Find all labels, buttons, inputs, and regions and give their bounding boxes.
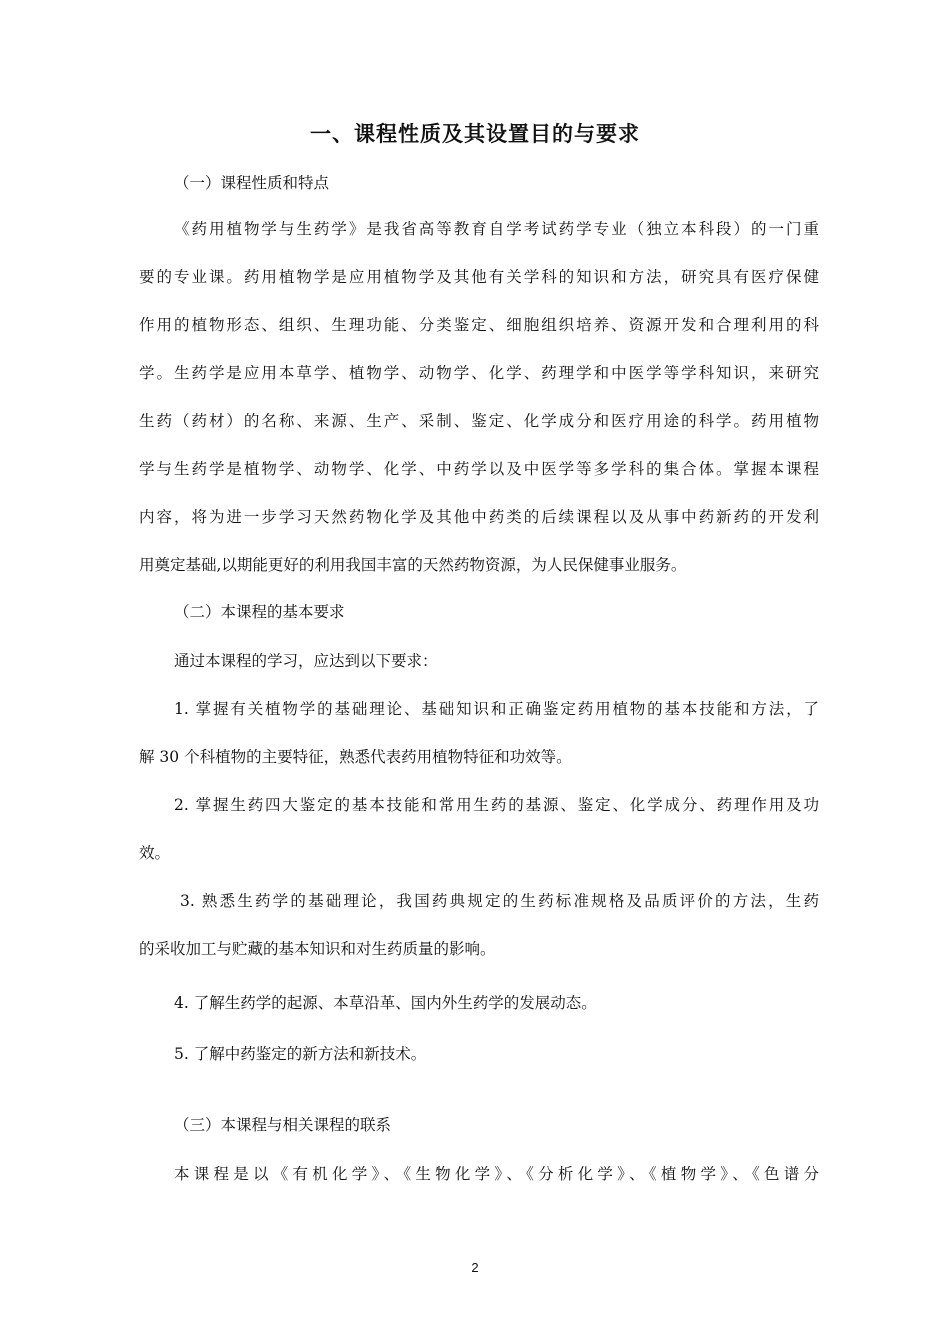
page-title: 一、课程性质及其设置目的与要求 — [310, 122, 640, 146]
paragraph-line: 学。生药学是应用本草学、植物学、动物学、化学、药理学和中医学等学科知识，来研究 — [139, 364, 819, 382]
paragraph-line: 要的专业课。药用植物学是应用植物学及其他有关学科的知识和方法，研究具有医疗保健 — [139, 268, 819, 286]
section-heading-3: （三）本课程与相关课程的联系 — [174, 1116, 392, 1134]
requirement-item-4: 4. 了解生药学的起源、本草沿革、国内外生药学的发展动态。 — [174, 994, 597, 1012]
section-heading-2: （二）本课程的基本要求 — [174, 603, 345, 621]
paragraph-line: 内容，将为进一步学习天然药物化学及其他中药类的后续课程以及从事中药新药的开发利 — [139, 508, 819, 526]
paragraph-line: 用奠定基础,以期能更好的利用我国丰富的天然药物资源，为人民保健事业服务。 — [139, 556, 687, 574]
paragraph-line: 作用的植物形态、组织、生理功能、分类鉴定、细胞组织培养、资源开发和合理利用的科 — [139, 316, 819, 334]
requirement-item-2-cont: 效。 — [139, 844, 171, 862]
paragraph-line: 本课程是以《有机化学》、《生物化学》、《分析化学》、《植物学》、《色谱分 — [174, 1165, 819, 1183]
requirement-item-1: 1. 掌握有关植物学的基础理论、基础知识和正确鉴定药用植物的基本技能和方法，了 — [174, 700, 819, 718]
requirement-item-3-cont: 的采收加工与贮藏的基本知识和对生药质量的影响。 — [139, 940, 496, 958]
page-number: 2 — [471, 1260, 479, 1275]
paragraph-line: 学与生药学是植物学、动物学、化学、中药学以及中医学等多学科的集合体。掌握本课程 — [139, 460, 819, 478]
paragraph-line: 《药用植物学与生药学》是我省高等教育自学考试药学专业（独立本科段）的一门重 — [174, 220, 819, 238]
requirement-item-3: 3. 熟悉生药学的基础理论，我国药典规定的生药标准规格及品质评价的方法，生药 — [180, 892, 819, 910]
paragraph-line: 生药（药材）的名称、来源、生产、采制、鉴定、化学成分和医疗用途的科学。药用植物 — [139, 412, 819, 430]
requirement-item-1-cont: 解 30 个科植物的主要特征，熟悉代表药用植物特征和功效等。 — [139, 748, 572, 766]
requirement-item-2: 2. 掌握生药四大鉴定的基本技能和常用生药的基源、鉴定、化学成分、药理作用及功 — [174, 796, 819, 814]
requirement-item-5: 5. 了解中药鉴定的新方法和新技术。 — [174, 1045, 427, 1063]
requirements-intro: 通过本课程的学习，应达到以下要求： — [174, 652, 438, 670]
section-heading-1: （一）课程性质和特点 — [174, 174, 330, 192]
